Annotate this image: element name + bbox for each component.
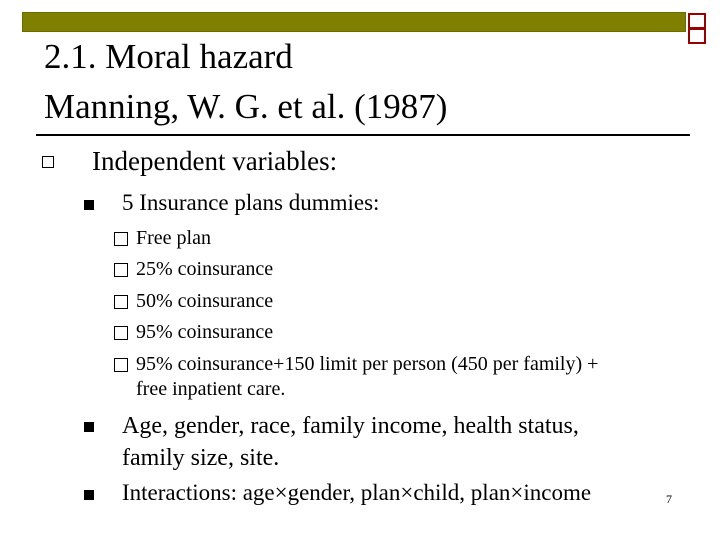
plan-item: Free plan [136, 227, 211, 249]
hollow-square-bullet-icon [114, 326, 128, 340]
solid-square-bullet-icon [84, 490, 94, 500]
page-number: 7 [666, 492, 672, 506]
bullet-independent-variables: Independent variables: [92, 146, 338, 176]
corner-square-top [688, 13, 706, 29]
plan-item: 25% coinsurance [136, 258, 274, 280]
solid-square-bullet-icon [84, 422, 94, 432]
slide-title [44, 32, 684, 132]
bullet-demographics-line-2: family size, site. [122, 445, 280, 471]
hollow-square-bullet-icon [114, 295, 128, 309]
solid-square-bullet-icon [84, 200, 94, 210]
hollow-square-bullet-icon [42, 156, 54, 168]
plan-item-continuation: free inpatient care. [136, 378, 286, 400]
hollow-square-bullet-icon [114, 358, 128, 372]
title-divider [36, 134, 690, 136]
bullet-interactions: Interactions: age×gender, plan×child, plan×income [122, 480, 592, 505]
plan-item: 95% coinsurance+150 limit per person (450 per family) + [136, 353, 599, 375]
hollow-square-bullet-icon [114, 232, 128, 246]
bullet-insurance-plans: 5 Insurance plans dummies: [122, 190, 380, 215]
bullet-demographics-line-1: Age, gender, race, family income, health status, [122, 413, 579, 439]
hollow-square-bullet-icon [114, 263, 128, 277]
plan-item: 50% coinsurance [136, 290, 274, 312]
title-line-1: 2.1. Moral hazard [44, 37, 293, 76]
title-line-2: Manning, W. G. et al. (1987) [44, 87, 448, 126]
plan-item: 95% coinsurance [136, 321, 274, 343]
top-decoration-bar [22, 12, 686, 32]
corner-square-bottom [688, 28, 706, 44]
